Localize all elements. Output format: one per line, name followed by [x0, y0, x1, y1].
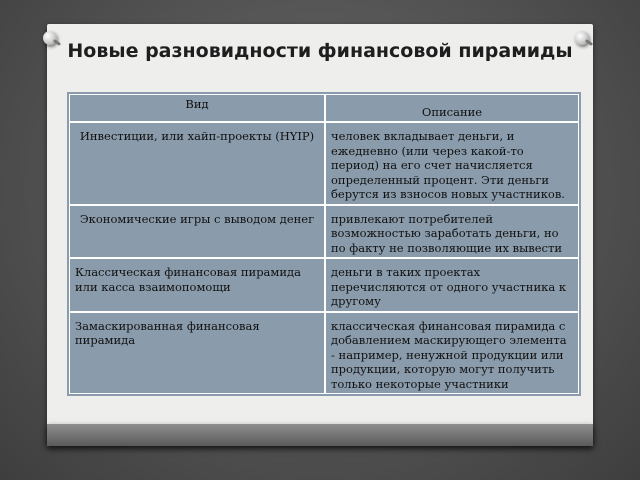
table-row	[69, 122, 579, 205]
cell-description: деньги в таких проектах перечисляются от одного участника к другому	[325, 258, 579, 312]
table-row	[69, 258, 579, 312]
cell-vid: Классическая финансовая пирамида или касса взаимопомощи	[69, 258, 325, 312]
cell-description: классическая финансовая пирамида с добавлением маскирующего элемента - например, ненужной продукции или продукции, которую могут получить только некоторые участники	[325, 312, 579, 395]
cell-vid: Замаскированная финансовая пирамида	[69, 312, 325, 395]
pyramid-types-table	[67, 92, 581, 396]
table-header-row	[69, 94, 579, 122]
cell-description: привлекают потребителей возможностью заработать деньги, но по факту не позволяющие их вывести	[325, 205, 579, 259]
table-row	[69, 312, 579, 395]
slide-title: Новые разновидности финансовой пирамиды	[67, 40, 573, 62]
cell-vid: Инвестиции, или хайп-проекты (HYIP)	[69, 122, 325, 205]
header-vid: Вид	[69, 94, 325, 122]
paper-ledge	[47, 424, 593, 446]
header-description: Описание	[325, 94, 579, 122]
table-row	[69, 205, 579, 259]
cell-vid: Экономические игры с выводом денег	[69, 205, 325, 259]
cell-description: человек вкладывает деньги, и ежедневно (или через какой-то период) на его счет начисляется определенный процент. Эти деньги берутся из взносов новых участников.	[325, 122, 579, 205]
pin-icon	[43, 31, 57, 45]
